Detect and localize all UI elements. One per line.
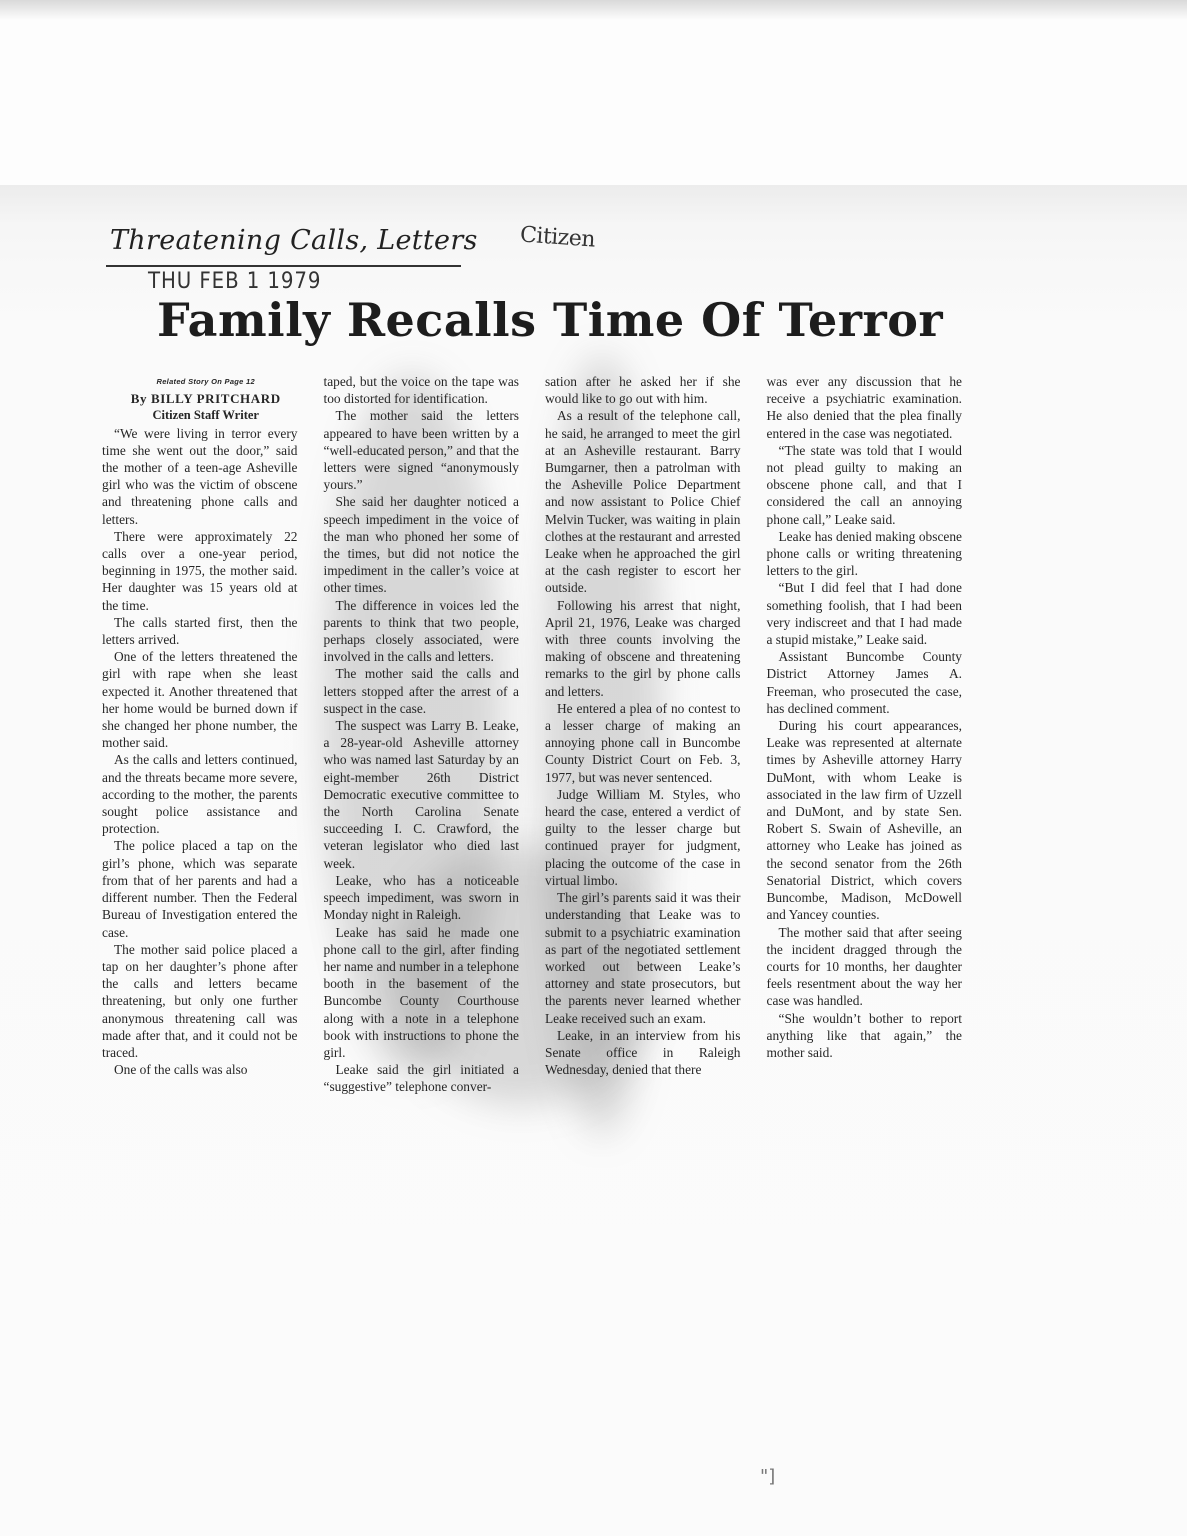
paragraph: Leake, who has a noticeable speech impediment, was sworn in Monday night in Raleigh.	[323, 872, 519, 923]
paragraph: During his court appearances, Leake was represented at alternate times by Asheville attorney Harry DuMont, with whom Leake is associated in the law firm of Uzzell and DuMont, and by state Sen. Robert S. Swain of Asheville, an attorney who Leake has joined as the second senator from the 26th Senatorial District, which covers Buncombe, Madison, McDowell and Yancey counties.	[766, 718, 962, 923]
paragraph: There were approximately 22 calls over a one-year period, beginning in 1975, the mother said. Her daughter was 15 years old at the time.	[102, 528, 298, 613]
paragraph: Leake has said he made one phone call to the girl, after finding her name and number in a telephone booth in the basement of the Buncombe County Courthouse along with a note in a telephone book with instructions to phone the girl.	[323, 924, 519, 1060]
main-headline: Family Recalls Time Of Terror	[157, 293, 944, 347]
byline-title: Citizen Staff Writer	[152, 408, 259, 423]
kicker-headline: Threatening Calls, Letters	[110, 225, 478, 256]
paragraph: The girl’s parents said it was their understanding that Leake was to submit to a psychiatric examination as part of the negotiated settlement worked out between Leake’s attorney and state prosecutors, but the parents never learned whether Leake received such an exam.	[545, 890, 741, 1026]
scan-edge-shadow	[0, 0, 1187, 20]
paragraph: Leake, in an interview from his Senate office in Raleigh Wednesday, denied that there	[545, 1027, 741, 1078]
article-column-4	[767, 373, 963, 1096]
newspaper-name-handwritten: Citizen	[519, 222, 596, 253]
article-columns	[102, 373, 962, 1096]
paragraph: sation after he asked her if she would like to go out with him.	[545, 374, 741, 407]
paragraph: Leake has denied making obscene phone calls or writing threatening letters to the girl.	[766, 528, 962, 579]
article-column-3	[545, 373, 741, 1096]
paragraph: The mother said the letters appeared to have been written by a “well-educated person,” and that the letters were signed “anonymously yours.”	[323, 408, 519, 493]
paragraph: “She wouldn’t bother to report anything like that again,” the mother said.	[766, 1010, 962, 1060]
paragraph: As the calls and letters continued, and the threats became more severe, according to the mother, the parents sought police assistance and protection.	[102, 752, 298, 837]
paragraph: taped, but the voice on the tape was too distorted for identification.	[323, 374, 519, 407]
paragraph: As a result of the telephone call, he said, he arranged to meet the girl at an Asheville restaurant. Barry Bumgarner, then a patrolman with the Asheville Police Department and now assistant to Police Chief Melvin Tucker, was waiting in plain clothes at the restaurant and arrested Leake when he approached the girl at the cash register to escort her outside.	[545, 408, 741, 596]
date-stamp: THU FEB 1 1979	[148, 269, 322, 294]
article-column-1	[102, 373, 298, 1096]
paragraph: Judge William M. Styles, who heard the case, entered a verdict of guilty to the lesser charge but continued prayer for judgment, placing the outcome of the case in virtual limbo.	[545, 786, 741, 888]
paragraph: The difference in voices led the parents to think that two people, perhaps closely associated, were involved in the calls and letters.	[323, 597, 519, 665]
paragraph: One of the calls was also	[114, 1062, 248, 1078]
paragraph: She said her daughter noticed a speech impediment in the voice of the man who phoned her some of the times, but did not notice the impediment in the caller’s voice at other times.	[323, 494, 519, 596]
paragraph: “The state was told that I would not plead guilty to making an obscene phone call, and that I considered the call an annoying phone call,” Leake said.	[766, 442, 962, 527]
paragraph: Following his arrest that night, April 21, 1976, Leake was charged with three counts involving the making of obscene and threatening remarks to the girl by phone calls and letters.	[545, 597, 741, 699]
byline: By BILLY PRITCHARD	[130, 391, 281, 407]
newspaper-clipping	[92, 205, 972, 1225]
paragraph: He entered a plea of no contest to a lesser charge of making an annoying phone call in Buncombe County District Court on Feb. 3, 1977, but was never sentenced.	[545, 700, 741, 785]
paragraph: “We were living in terror every time she went out the door,” said the mother of a teen-age Asheville girl who was the victim of obscene and threatening phone calls and letters.	[102, 425, 298, 527]
paragraph: Leake said the girl initiated a “suggestive” telephone conver-	[323, 1062, 519, 1095]
paragraph: The mother said police placed a tap on her daughter’s phone after the calls and letters became threatening, but only one further anonymous threatening call was made after that, and it could not be traced.	[102, 941, 298, 1060]
article-column-2	[324, 373, 520, 1096]
paragraph: The mother said the calls and letters stopped after the arrest of a suspect in the case.	[323, 666, 519, 716]
scan-artifact-mark: "]	[760, 1466, 776, 1487]
paragraph: Assistant Buncombe County District Attorney James A. Freeman, who prosecuted the case, has declined comment.	[766, 649, 962, 716]
paragraph: The police placed a tap on the girl’s phone, which was separate from that of her parents and had a different number. Then the Federal Bureau of Investigation entered the case.	[102, 838, 298, 940]
paragraph: “But I did feel that I had done something foolish, that I had been very indiscreet and that I had made a stupid mistake,” Leake said.	[766, 580, 962, 648]
kicker-underline	[106, 265, 461, 267]
related-story-note: Related Story On Page 12	[156, 377, 255, 386]
paragraph: was ever any discussion that he receive a psychiatric examination. He also denied that the plea finally entered in the case was negotiated.	[766, 374, 962, 441]
paragraph: The mother said that after seeing the incident dragged through the courts for 10 months, her daughter feels resentment about the way her case was handled.	[766, 924, 962, 1009]
paragraph: The calls started first, then the letters arrived.	[102, 614, 298, 648]
paragraph: One of the letters threatened the girl with rape when she least expected it. Another threatened that her home would be burned down if she changed her phone number, the mother said.	[102, 649, 298, 751]
paragraph: The suspect was Larry B. Leake, a 28-year-old Asheville attorney who was named last Saturday by an eight-member 26th District Democratic executive committee to the North Carolina Senate succeeding I. C. Crawford, the veteran legislator who died last week.	[323, 718, 519, 871]
